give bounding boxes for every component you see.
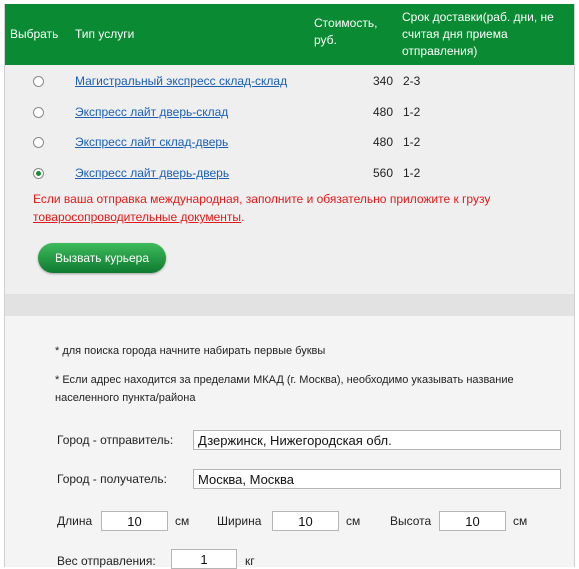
mkad-hint: * Если адрес находится за пределами МКАД (г. Москва), необходимо указывать название населенного пункта/района (55, 374, 514, 404)
section-divider (5, 294, 574, 316)
warning-end: . (241, 210, 245, 224)
header-service-type: Тип услуги (75, 27, 135, 41)
service-radio[interactable] (33, 76, 44, 87)
service-price: 480 (372, 105, 393, 119)
width-label: Ширина (217, 514, 262, 528)
service-link[interactable]: Магистральный экспресс склад-склад (75, 74, 288, 88)
service-link[interactable]: Экспресс лайт склад-дверь (75, 135, 229, 149)
receiver-city-label: Город - получатель: (57, 472, 167, 486)
weight-unit: кг (245, 554, 255, 568)
service-radio-selected[interactable] (33, 168, 44, 179)
weight-input[interactable] (171, 549, 237, 569)
warning-text: Если ваша отправка международная, заполните и обязательно приложите к грузу (33, 192, 491, 206)
service-link[interactable]: Экспресс лайт дверь-склад (75, 105, 229, 119)
service-price: 560 (372, 166, 393, 180)
service-term: 1-2 (403, 105, 421, 119)
length-input[interactable] (101, 511, 168, 531)
table-row (5, 69, 574, 99)
header-select: Выбрать (10, 27, 59, 41)
header-delivery-term: Срок доставки(раб. дни, не считая дня приема отправления) (402, 10, 554, 58)
call-courier-button[interactable]: Вызвать курьера (38, 243, 166, 273)
international-warning (33, 190, 573, 226)
table-header (5, 4, 574, 65)
length-label: Длина (57, 514, 93, 528)
service-price: 340 (372, 74, 393, 88)
service-radio[interactable] (33, 107, 44, 118)
service-term: 1-2 (403, 166, 421, 180)
service-term: 2-3 (403, 74, 421, 88)
calculator-panel (4, 4, 575, 567)
length-unit: см (175, 514, 190, 528)
weight-label: Вес отправления: (57, 554, 156, 568)
service-term: 1-2 (403, 135, 421, 149)
table-row (5, 161, 574, 191)
documents-link[interactable]: товаросопроводительные документы (33, 210, 242, 224)
header-cost: Стоимость, руб. (314, 16, 378, 47)
width-unit: см (346, 514, 361, 528)
height-input[interactable] (439, 511, 506, 531)
height-unit: см (513, 514, 528, 528)
sender-city-label: Город - отправитель: (57, 433, 174, 447)
service-link[interactable]: Экспресс лайт дверь-дверь (75, 166, 230, 180)
sender-city-input[interactable] (193, 430, 561, 450)
table-row (5, 130, 574, 160)
address-form (5, 316, 574, 567)
table-row (5, 100, 574, 130)
width-input[interactable] (272, 511, 339, 531)
service-price: 480 (372, 135, 393, 149)
service-radio[interactable] (33, 137, 44, 148)
height-label: Высота (390, 514, 432, 528)
receiver-city-input[interactable] (193, 469, 561, 489)
search-hint: * для поиска города начните набирать первые буквы (55, 345, 326, 357)
